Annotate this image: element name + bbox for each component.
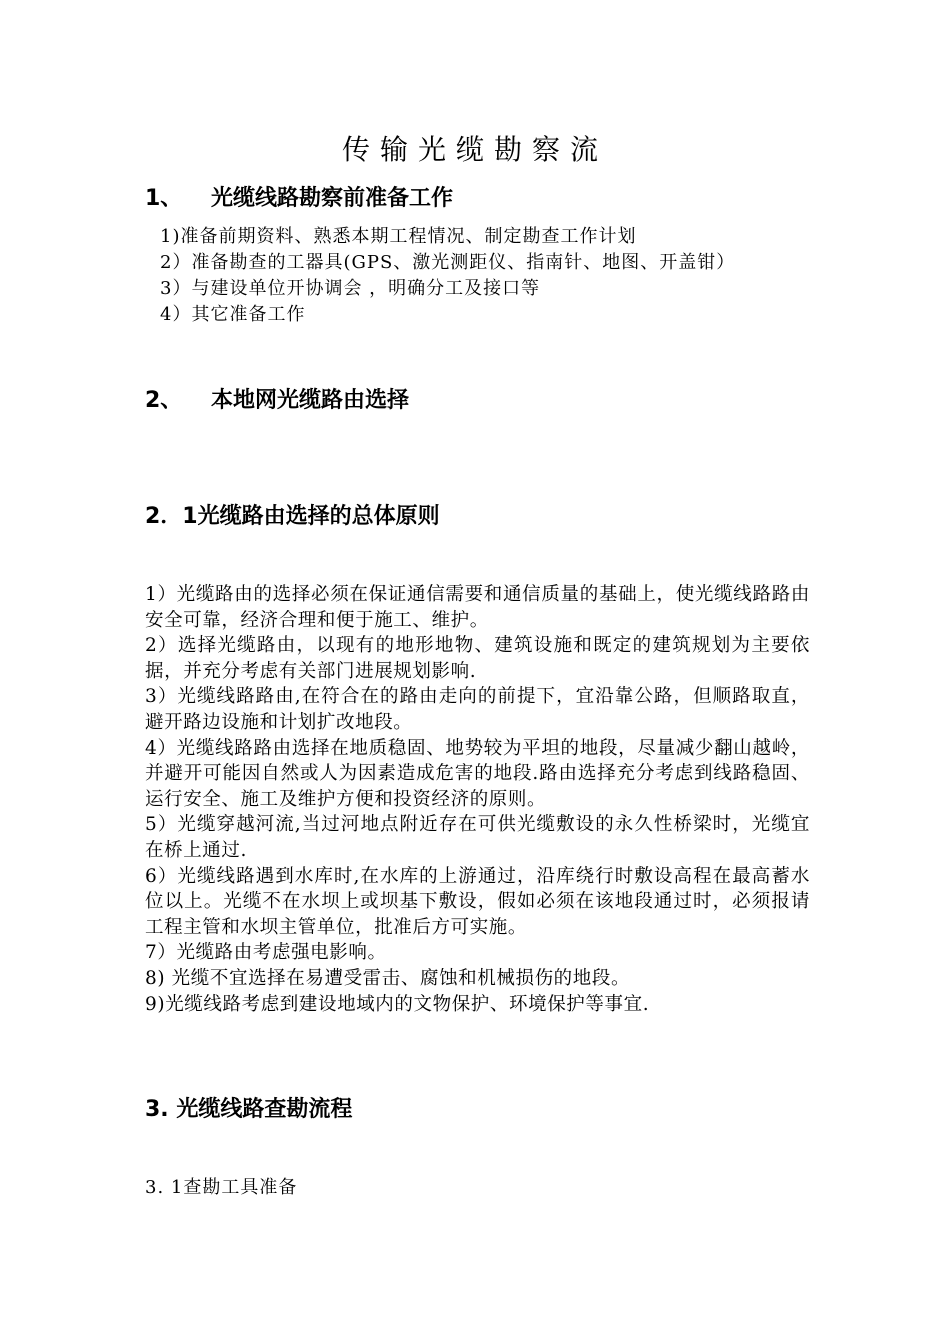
preparation-item: 4）其它准备工作: [160, 304, 306, 325]
principle-item: 7）光缆路由考虑强电影响。: [145, 942, 387, 964]
principle-item: 5）光缆穿越河流,当过河地点附近存在可供光缆敷设的永久性桥梁时，光缆宜在桥上通过.: [145, 814, 810, 861]
preparation-list: [160, 224, 810, 328]
principle-item: 3）光缆线路路由,在符合在的路由走向的前提下，宜沿靠公路，但顺路取直，避开路边设施和计划扩改地段。: [145, 686, 810, 733]
section-2-1-heading: 2．1光缆路由选择的总体原则: [145, 504, 440, 529]
section-3-heading: 3. 光缆线路查勘流程: [145, 1097, 353, 1122]
principle-item: 6）光缆线路遇到水库时,在水库的上游通过，沿库绕行时敷设高程在最高蓄水位以上。光缆不在水坝上或坝基下敷设，假如必须在该地段通过时，必须报请工程主管和水坝主管单位，批准后方可实施。: [145, 865, 810, 938]
section-1-heading: [145, 184, 453, 214]
routing-principles-list: [145, 582, 810, 1017]
principle-item: 2）选择光缆路由，以现有的地形地物、建筑设施和既定的建筑规划为主要依据，并充分考虑有关部门进展规划影响.: [145, 635, 810, 682]
section-2-heading: [145, 386, 409, 416]
principle-item: 8) 光缆不宜选择在易遭受雷击、腐蚀和机械损伤的地段。: [145, 967, 631, 989]
document-title: 传输光缆勘察流: [341, 133, 608, 166]
section-1-number: 1、: [145, 186, 183, 211]
preparation-item: 3）与建设单位开协调会 ，明确分工及接口等: [160, 278, 541, 299]
principle-item: 1）光缆路由的选择必须在保证通信需要和通信质量的基础上，使光缆线路路由安全可靠，经济合理和便于施工、维护。: [145, 584, 810, 631]
preparation-item: 1)准备前期资料、熟悉本期工程情况、制定勘查工作计划: [160, 226, 637, 247]
principle-item: 9)光缆线路考虑到建设地域内的文物保护、环境保护等事宜.: [145, 993, 650, 1015]
preparation-item: 2）准备勘查的工器具(GPS、激光测距仪、指南针、地图、开盖钳）: [160, 252, 736, 273]
section-3-1-heading: 3. 1查勘工具准备: [145, 1177, 298, 1198]
section-1-title: 光缆线路勘察前准备工作: [211, 186, 454, 211]
section-2-title: 本地网光缆路由选择: [211, 388, 410, 413]
section-2-number: 2、: [145, 388, 183, 413]
principle-item: 4）光缆线路路由选择在地质稳固、地势较为平坦的地段，尽量减少翻山越岭，并避开可能因自然或人为因素造成危害的地段.路由选择充分考虑到线路稳固、运行安全、施工及维护方便和投资经济的原则。: [145, 737, 810, 810]
